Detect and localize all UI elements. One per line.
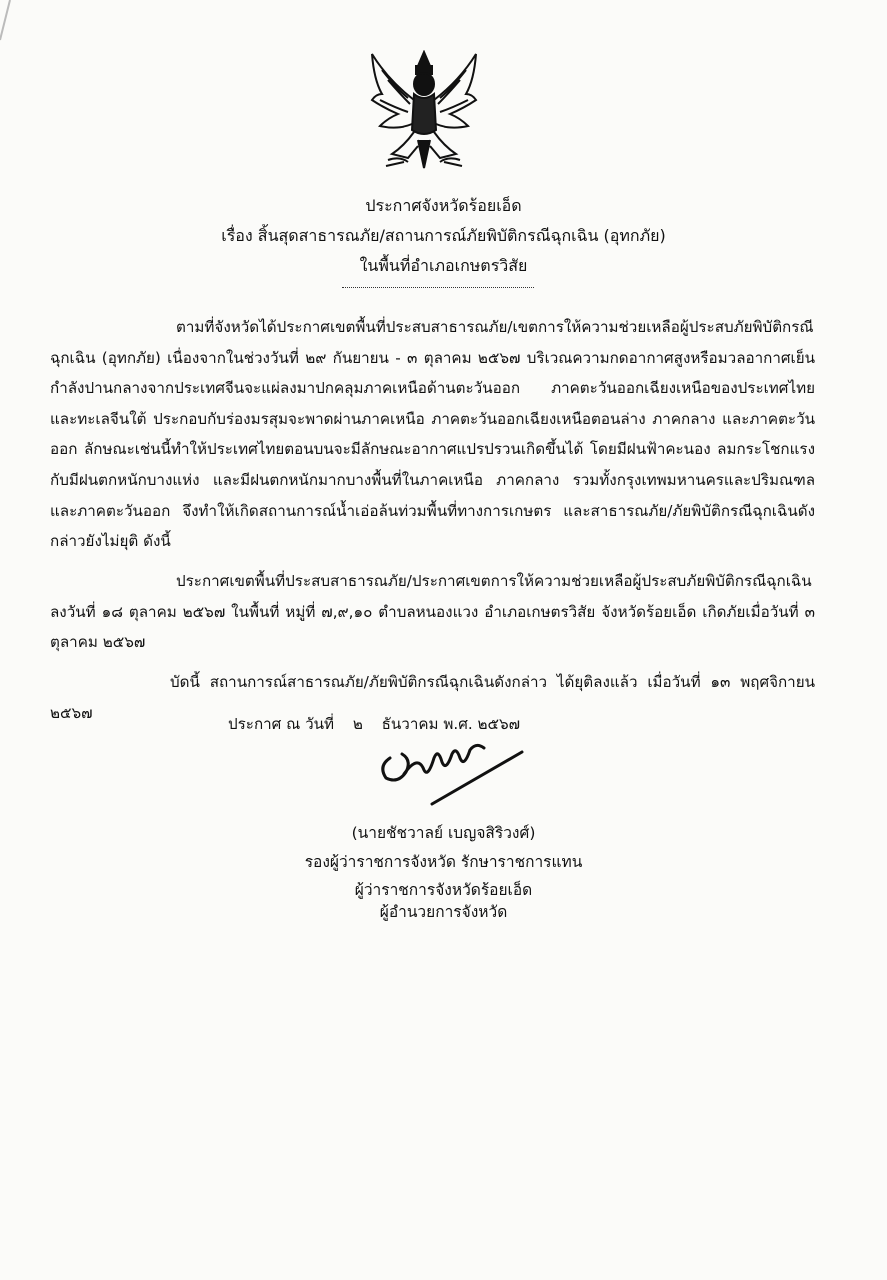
garuda-emblem-icon <box>368 50 480 172</box>
date-day: ๒ <box>352 715 363 733</box>
announcement-title: ประกาศจังหวัดร้อยเอ็ด <box>365 196 522 215</box>
date-prefix: ประกาศ ณ วันที่ <box>228 715 334 733</box>
body-paragraph-2 <box>50 566 815 658</box>
signer-position-2: ผู้ว่าราชการจังหวัดร้อยเอ็ด <box>354 881 533 899</box>
dotted-divider <box>342 285 534 288</box>
paper-fold-mark <box>0 0 40 60</box>
announcement-area: ในพื้นที่อำเภอเกษตรวิสัย <box>359 256 528 275</box>
body-paragraph-1 <box>50 312 815 557</box>
paragraph-1-text: ตามที่จังหวัดได้ประกาศเขตพื้นที่ประสบสาธารณภัย/เขตการให้ความช่วยเหลือผู้ประสบภัยพิบัติกรณีฉุกเฉิน (อุทกภัย) เนื่องจากในช่วงวันที่ ๒๙ กันยายน - ๓ ตุลาคม ๒๕๖๗ บริเวณความกดอากาศสูงหรือมวลอากาศเย็นกำลังปานกลางจากประเทศจีนจะแผ่ลงมาปกคลุมภาคเหนือด้านตะวันออก ภาคตะวันออกเฉียงเหนือของประเทศไทย และทะเลจีนใต้ ประกอบกับร่องมรสุมจะพาดผ่านภาคเหนือ ภาคตะวันออกเฉียงเหนือตอนล่าง ภาคกลาง และภาคตะวันออก ลักษณะเช่นนี้ทำให้ประเทศไทยตอนบนจะมีลักษณะอากาศแปรปรวนเกิดขึ้นได้ โดยมีฝนฟ้าคะนอง ลมกระโชกแรง กับมีฝนตกหนักบางแห่ง และมีฝนตกหนักมากบางพื้นที่ในภาคเหนือ ภาคกลาง รวมทั้งกรุงเทพมหานครและปริมณฑล และภาคตะวันออก จึงทำให้เกิดสถานการณ์น้ำเอ่อล้นท่วมพื้นที่ทางการเกษตร และสาธารณภัย/ภัยพิบัติกรณีฉุกเฉินดังกล่าวยังไม่ยุติ ดังนี้ <box>50 318 815 551</box>
handwritten-signature <box>372 718 532 808</box>
signer-position-1: รองผู้ว่าราชการจังหวัด รักษาราชการแทน <box>304 853 583 871</box>
date-month-year: ธันวาคม พ.ศ. ๒๕๖๗ <box>381 715 521 733</box>
announcement-subject: เรื่อง สิ้นสุดสาธารณภัย/สถานการณ์ภัยพิบัติกรณีฉุกเฉิน (อุทกภัย) <box>221 226 666 245</box>
signer-position-3: ผู้อำนวยการจังหวัด <box>379 903 508 921</box>
paragraph-2-text: ประกาศเขตพื้นที่ประสบสาธารณภัย/ประกาศเขตการให้ความช่วยเหลือผู้ประสบภัยพิบัติกรณีฉุกเฉิน ลงวันที่ ๑๘ ตุลาคม ๒๕๖๗ ในพื้นที่ หมู่ที่ ๗,๙,๑๐ ตำบลหนองแวง อำเภอเกษตรวิสัย จังหวัดร้อยเอ็ด เกิดภัยเมื่อวันที่ ๓ ตุลาคม ๒๕๖๗ <box>50 572 815 652</box>
paragraph-3-text: บัดนี้ สถานการณ์สาธารณภัย/ภัยพิบัติกรณีฉุกเฉินดังกล่าว ได้ยุติลงแล้ว เมื่อวันที่ ๑๓ พฤศจิกายน ๒๕๖๗ <box>50 673 815 722</box>
signer-name: (นายชัชวาลย์ เบญจสิริวงศ์) <box>351 824 536 842</box>
